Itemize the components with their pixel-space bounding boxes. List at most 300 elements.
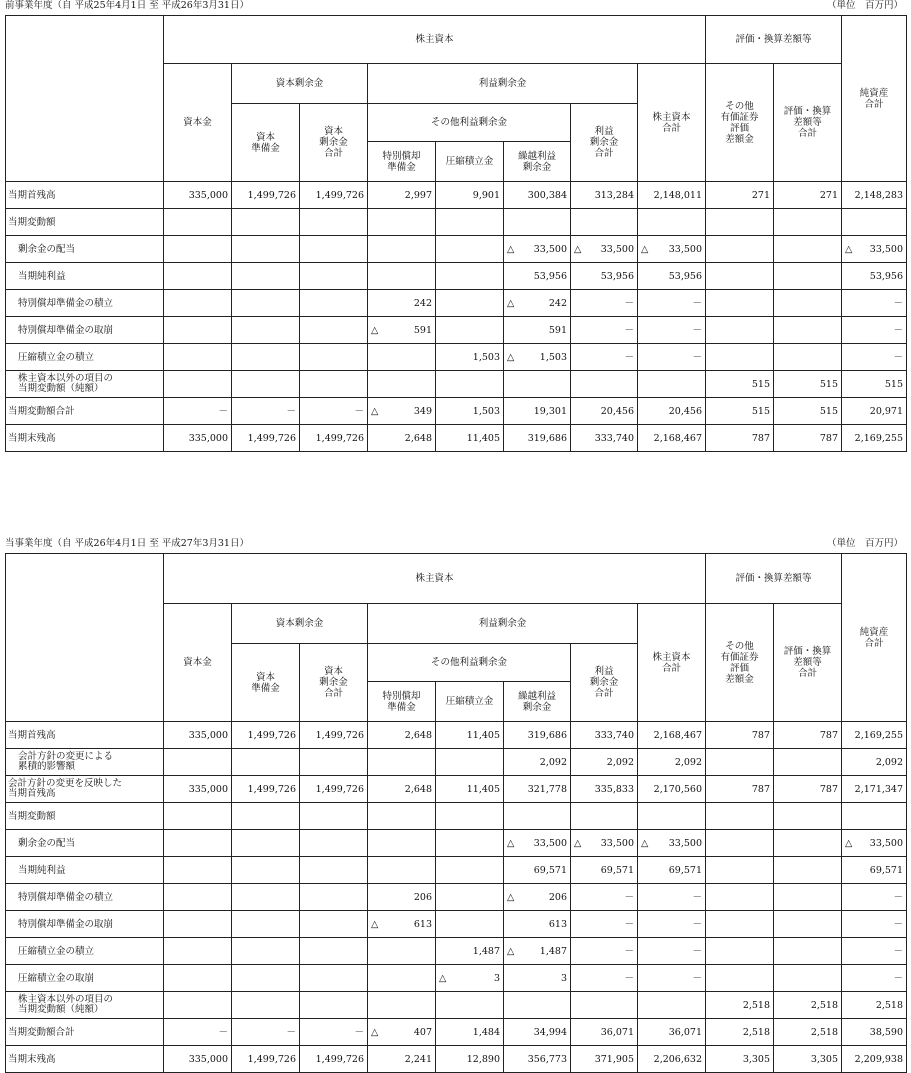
header-line: 差額金 (725, 133, 754, 145)
table-row (6, 371, 907, 398)
row-label (6, 722, 164, 749)
value-cell (706, 803, 774, 830)
value-cell (164, 398, 232, 425)
value-cell (571, 425, 638, 452)
value-cell (706, 992, 774, 1019)
value-cell (504, 803, 571, 830)
value-cell (706, 263, 774, 290)
table-row (6, 290, 907, 317)
value-cell (436, 884, 504, 911)
negative-mark: △ (507, 297, 515, 309)
value-cell (706, 317, 774, 344)
value-cell (774, 398, 842, 425)
value-cell (638, 263, 706, 290)
cell-value: 53,956 (600, 270, 634, 282)
header-line: 会計方針の変更を反映した (8, 778, 123, 789)
cell-value: － (893, 918, 904, 930)
header-line: 利益 (594, 126, 614, 137)
cell-value: 11,405 (466, 432, 500, 444)
header-capital-surplus: 資本剰余金 (232, 604, 368, 644)
header-other-retained: その他利益剰余金 (368, 104, 571, 142)
value-cell (504, 938, 571, 965)
header-line: 特別償却 (382, 150, 421, 162)
cell-value: 11,405 (466, 783, 500, 795)
value-cell (504, 776, 571, 803)
table-row (6, 182, 907, 209)
cell-value: － (286, 405, 296, 417)
header-special-depreciation (368, 682, 436, 722)
value-cell (368, 290, 436, 317)
cell-value: － (692, 297, 703, 309)
cell-value: 2,092 (875, 756, 904, 768)
negative-mark: △ (641, 837, 649, 849)
value-cell (638, 830, 706, 857)
negative-mark: △ (507, 945, 515, 957)
cell-value: 613 (413, 918, 432, 930)
cell-value: 2,518 (810, 999, 839, 1011)
table-body (6, 722, 907, 1073)
cell-value: 53,956 (668, 270, 703, 282)
header-compression: 圧縮積立金 (436, 142, 504, 182)
value-cell (300, 857, 368, 884)
header-line: 当期変動額（純額） (18, 1004, 104, 1015)
value-cell (300, 317, 368, 344)
row-label (6, 911, 164, 938)
header-line: 剰余金 (589, 677, 619, 688)
row-label (6, 884, 164, 911)
value-cell (842, 803, 907, 830)
header-line: 有価証券 (720, 651, 759, 663)
table-header (6, 16, 907, 182)
row-label (6, 992, 164, 1019)
value-cell (638, 344, 706, 371)
cell-value: 2,518 (742, 1026, 771, 1038)
row-label (6, 1046, 164, 1073)
value-cell (638, 884, 706, 911)
value-cell (706, 398, 774, 425)
header-line: 合計 (798, 668, 818, 679)
cell-value: 1,499,726 (247, 189, 296, 201)
table-row (6, 749, 907, 776)
value-cell (706, 290, 774, 317)
row-label (6, 317, 164, 344)
row-label-text: 当期首残高 (8, 729, 56, 741)
value-cell (232, 425, 300, 452)
cell-value: 1,499,726 (315, 783, 364, 795)
value-cell (164, 911, 232, 938)
value-cell (571, 965, 638, 992)
table-row (6, 1019, 907, 1046)
value-cell (232, 830, 300, 857)
row-label (6, 209, 164, 236)
value-cell (842, 992, 907, 1019)
cell-value: 69,571 (533, 864, 567, 876)
value-cell (774, 263, 842, 290)
cell-value: － (624, 918, 634, 930)
value-cell (571, 803, 638, 830)
row-label-text: 圧縮積立金の積立 (18, 945, 95, 957)
value-cell (368, 776, 436, 803)
row-label (6, 1019, 164, 1046)
cell-value: 33,500 (533, 837, 567, 849)
value-cell (504, 263, 571, 290)
cell-value: － (624, 972, 634, 984)
value-cell (436, 236, 504, 263)
table-row (6, 830, 907, 857)
row-label-text: 当期末残高 (8, 1053, 56, 1065)
cell-value: 33,500 (533, 243, 567, 255)
value-cell (638, 857, 706, 884)
cell-value: 407 (413, 1026, 432, 1038)
value-cell (368, 236, 436, 263)
corner-cell (6, 16, 164, 182)
header-line: 資本 (323, 666, 343, 677)
header-line: 純資産 (859, 626, 889, 638)
table-row (6, 344, 907, 371)
value-cell (706, 344, 774, 371)
cell-value: － (692, 891, 703, 903)
cell-value: 2,518 (875, 999, 904, 1011)
cell-value: 319,686 (527, 729, 567, 741)
value-cell (706, 371, 774, 398)
header-line: 評価・換算 (783, 106, 832, 117)
negative-mark: △ (371, 918, 379, 930)
value-cell (232, 182, 300, 209)
value-cell (436, 911, 504, 938)
value-cell (436, 938, 504, 965)
value-cell (232, 803, 300, 830)
period-caption: 当事業年度（自 平成26年4月1日 至 平成27年3月31日） (5, 538, 249, 549)
value-cell (300, 722, 368, 749)
cell-value: － (893, 945, 904, 957)
value-cell (706, 749, 774, 776)
row-label-text: 当期変動額 (8, 216, 56, 228)
cell-value: 1,503 (539, 351, 567, 363)
header-line: 有価証券 (720, 111, 759, 123)
value-cell (638, 209, 706, 236)
row-label (6, 857, 164, 884)
header-line: 株主資本 (652, 651, 691, 663)
value-cell (706, 236, 774, 263)
cell-value: 69,571 (668, 864, 703, 876)
value-cell (706, 938, 774, 965)
row-label-text: 圧縮積立金の積立 (18, 351, 95, 363)
header-line: 特別償却 (382, 690, 421, 702)
cell-value: 591 (413, 324, 432, 336)
value-cell (164, 830, 232, 857)
value-cell (436, 317, 504, 344)
cell-value: 1,487 (472, 945, 500, 957)
value-cell (571, 776, 638, 803)
value-cell (232, 1019, 300, 1046)
cell-value: － (893, 324, 904, 336)
value-cell (638, 425, 706, 452)
cell-value: － (624, 297, 634, 309)
cell-value: 3,305 (742, 1053, 771, 1065)
value-cell (774, 884, 842, 911)
value-cell (571, 290, 638, 317)
value-cell (706, 1046, 774, 1073)
value-cell (842, 236, 907, 263)
header-line: 差額金 (725, 673, 754, 685)
value-cell (706, 830, 774, 857)
value-cell (436, 803, 504, 830)
table-row (6, 803, 907, 830)
cell-value: 36,071 (600, 1026, 634, 1038)
cell-value: － (286, 1026, 296, 1038)
cell-value: 3 (493, 972, 500, 984)
header-line: 評価・換算 (783, 646, 832, 657)
value-cell (842, 1019, 907, 1046)
cell-value: 2,168,467 (653, 729, 703, 741)
row-label-text: 当期変動額合計 (8, 1026, 75, 1038)
cell-value: 33,500 (668, 243, 703, 255)
value-cell (504, 317, 571, 344)
value-cell (164, 425, 232, 452)
value-cell (571, 344, 638, 371)
value-cell (774, 236, 842, 263)
header-line: 合計 (323, 688, 343, 699)
value-cell (232, 776, 300, 803)
value-cell (164, 263, 232, 290)
cell-value: 271 (751, 189, 771, 201)
value-cell (232, 1046, 300, 1073)
value-cell (504, 209, 571, 236)
header-net-assets (842, 16, 907, 182)
cell-value: 335,000 (188, 729, 228, 741)
header-line: 評価 (730, 662, 750, 674)
value-cell (774, 911, 842, 938)
header-valuation: 評価・換算差額等 (706, 554, 842, 604)
cell-value: － (692, 918, 703, 930)
value-cell (638, 1019, 706, 1046)
table-row (6, 425, 907, 452)
value-cell (164, 749, 232, 776)
value-cell (706, 1019, 774, 1046)
row-label (6, 749, 164, 776)
value-cell (368, 1046, 436, 1073)
row-label-text: 当期純利益 (18, 270, 66, 282)
header-line: 準備金 (387, 701, 416, 713)
header-line: 繰越利益 (517, 150, 556, 162)
value-cell (164, 344, 232, 371)
cell-value: － (893, 891, 904, 903)
header-valuation-total (774, 64, 842, 182)
value-cell (706, 884, 774, 911)
header-line: 合計 (323, 148, 343, 159)
cell-value: 613 (548, 918, 567, 930)
value-cell (842, 182, 907, 209)
cell-value: 335,833 (594, 783, 634, 795)
value-cell (842, 425, 907, 452)
value-cell (774, 722, 842, 749)
cell-value: 787 (819, 729, 839, 741)
cell-value: 1,499,726 (315, 729, 364, 741)
cell-value: 2,171,347 (854, 783, 904, 795)
cell-value: 38,590 (869, 1026, 904, 1038)
table-header (6, 554, 907, 722)
cell-value: 33,500 (668, 837, 703, 849)
unit-label: （単位 百万円） (826, 538, 903, 549)
value-cell (300, 749, 368, 776)
value-cell (638, 236, 706, 263)
value-cell (774, 803, 842, 830)
row-label-text: 当期変動額 (8, 810, 56, 822)
cell-value: 335,000 (188, 1053, 228, 1065)
value-cell (504, 182, 571, 209)
value-cell (164, 290, 232, 317)
table-row (6, 317, 907, 344)
value-cell (232, 263, 300, 290)
header-line: 株主資本以外の項目の (18, 373, 114, 384)
value-cell (300, 938, 368, 965)
cell-value: － (624, 324, 634, 336)
header-line: その他 (725, 640, 754, 652)
value-cell (774, 749, 842, 776)
value-cell (164, 236, 232, 263)
row-label (6, 344, 164, 371)
value-cell (232, 965, 300, 992)
cell-value: 2,148,011 (653, 189, 703, 201)
value-cell (842, 857, 907, 884)
cell-value: 2,997 (404, 189, 432, 201)
value-cell (774, 1046, 842, 1073)
value-cell (571, 371, 638, 398)
value-cell (164, 1019, 232, 1046)
cell-value: 11,405 (466, 729, 500, 741)
cell-value: 20,456 (668, 405, 703, 417)
header-retained-earnings: 利益剰余金 (368, 604, 638, 644)
value-cell (164, 938, 232, 965)
value-cell (232, 371, 300, 398)
cell-value: － (624, 891, 634, 903)
header-other-retained: その他利益剰余金 (368, 644, 571, 682)
header-line: 剰余金 (522, 161, 552, 173)
table-row (6, 263, 907, 290)
cell-value: 69,571 (869, 864, 904, 876)
negative-mark: △ (845, 837, 853, 849)
value-cell (842, 884, 907, 911)
cell-value: 1,503 (472, 351, 500, 363)
header-line: 合計 (864, 98, 884, 110)
value-cell (638, 722, 706, 749)
cell-value: 2,648 (404, 432, 432, 444)
cell-value: 356,773 (527, 1053, 567, 1065)
cell-value: 319,686 (527, 432, 567, 444)
value-cell (706, 209, 774, 236)
header-line: 資本 (255, 131, 275, 143)
cell-value: 300,384 (527, 189, 567, 201)
row-label (6, 371, 164, 398)
value-cell (842, 911, 907, 938)
row-label-text: 当期末残高 (8, 432, 56, 444)
value-cell (368, 992, 436, 1019)
row-label (6, 263, 164, 290)
value-cell (164, 992, 232, 1019)
value-cell (436, 992, 504, 1019)
row-label (6, 938, 164, 965)
header-line: 利益 (594, 666, 614, 677)
header-line: 純資産 (859, 87, 889, 99)
value-cell (232, 992, 300, 1019)
value-cell (774, 317, 842, 344)
value-cell (842, 371, 907, 398)
value-cell (300, 236, 368, 263)
header-other-securities (706, 64, 774, 182)
row-label-text: 剰余金の配当 (18, 837, 76, 849)
header-line: 資本 (323, 126, 343, 137)
cell-value: 335,000 (188, 432, 228, 444)
value-cell (504, 722, 571, 749)
value-cell (300, 425, 368, 452)
value-cell (842, 776, 907, 803)
value-cell (368, 938, 436, 965)
value-cell (774, 344, 842, 371)
cell-value: 321,778 (527, 783, 567, 795)
header-shareholders-equity: 株主資本 (164, 554, 706, 604)
header-line: 差額等 (793, 657, 822, 668)
value-cell (571, 182, 638, 209)
cell-value: 53,956 (533, 270, 567, 282)
value-cell (436, 722, 504, 749)
table-body (6, 182, 907, 452)
negative-mark: △ (507, 243, 515, 255)
cell-value: 1,499,726 (247, 432, 296, 444)
header-equity-total (638, 64, 706, 182)
row-label (6, 965, 164, 992)
value-cell (164, 182, 232, 209)
cell-value: 1,484 (472, 1026, 500, 1038)
cell-value: 515 (751, 378, 771, 390)
value-cell (504, 371, 571, 398)
value-cell (300, 803, 368, 830)
unit-label: （単位 百万円） (826, 0, 903, 11)
cell-value: 2,206,632 (653, 1053, 703, 1065)
value-cell (368, 317, 436, 344)
value-cell (842, 317, 907, 344)
negative-mark: △ (574, 243, 582, 255)
cell-value: 787 (819, 783, 839, 795)
header-retained-total (571, 104, 638, 182)
value-cell (436, 425, 504, 452)
cell-value: 242 (413, 297, 432, 309)
cell-value: 206 (548, 891, 567, 903)
value-cell (842, 722, 907, 749)
cell-value: － (218, 405, 228, 417)
cell-value: 1,499,726 (315, 1053, 364, 1065)
value-cell (842, 263, 907, 290)
header-shareholders-equity: 株主資本 (164, 16, 706, 64)
value-cell (774, 857, 842, 884)
cell-value: 515 (884, 378, 904, 390)
header-line: 剰余金 (589, 137, 619, 148)
value-cell (774, 776, 842, 803)
value-cell (706, 182, 774, 209)
negative-mark: △ (641, 243, 649, 255)
table-row (6, 722, 907, 749)
row-label-text: 特別償却準備金の取崩 (18, 324, 114, 336)
value-cell (571, 317, 638, 344)
cell-value: 242 (548, 297, 567, 309)
table-row (6, 992, 907, 1019)
value-cell (436, 857, 504, 884)
value-cell (436, 263, 504, 290)
cell-value: － (692, 324, 703, 336)
value-cell (638, 938, 706, 965)
value-cell (504, 1019, 571, 1046)
cell-value: － (692, 972, 703, 984)
row-label (6, 398, 164, 425)
